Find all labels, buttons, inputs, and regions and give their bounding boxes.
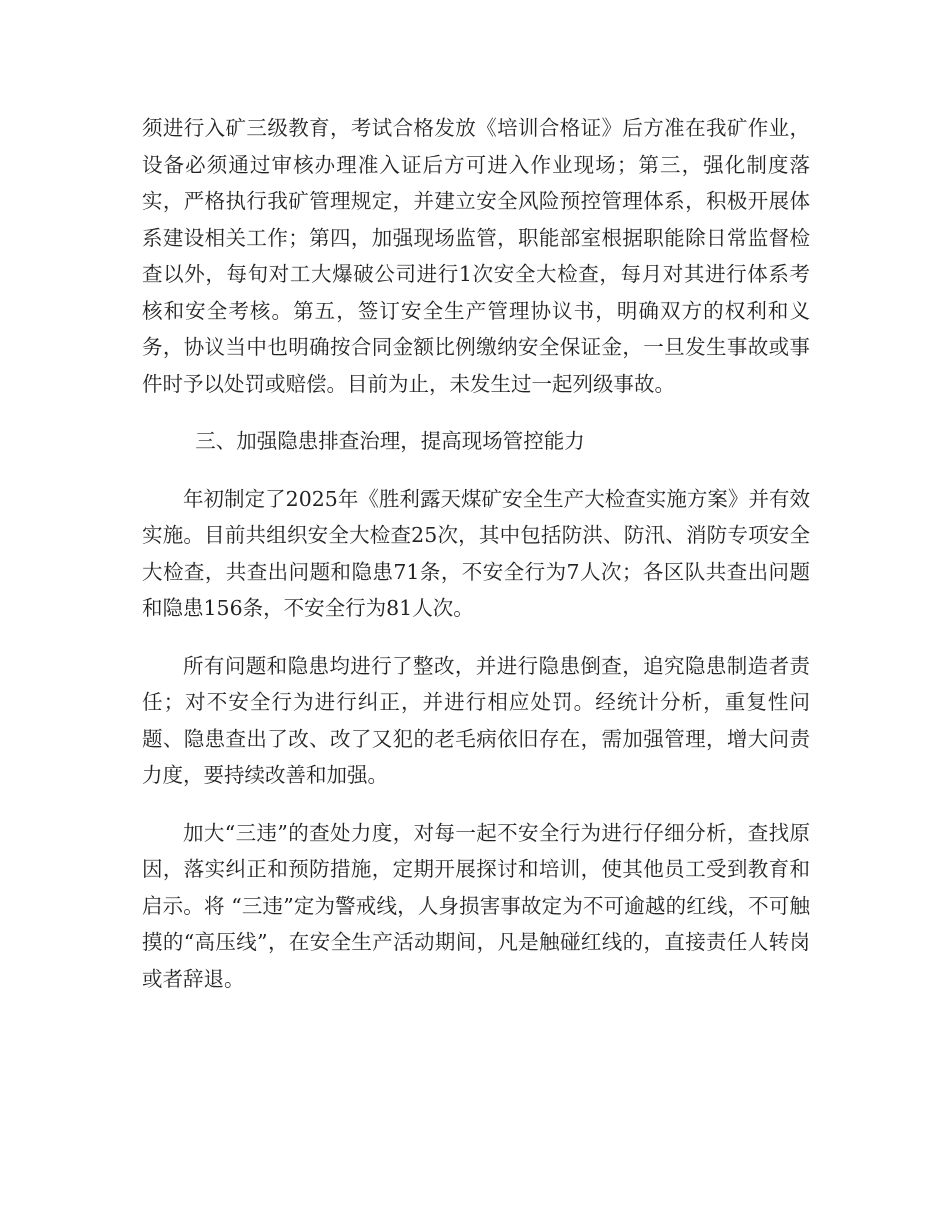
- paragraph-three-violations: 加大“三违”的查处力度，对每一起不安全行为进行仔细分析，查找原因，落实纠正和预防措施，定期开展探讨和培训，使其他员工受到教育和启示。将 “三违”定为警戒线，人身损害事故定为不可逾越的红线，不可触摸的“高压线”，在安全生产活动期间，凡是触碰红线的，直接责任人转岗或者辞退。: [142, 820, 810, 991]
- document-body: [142, 110, 810, 1018]
- paragraph-inspection-plan: 年初制定了2025年《胜利露天煤矿安全生产大检查实施方案》并有效实施。目前共组织安全大检查25次，其中包括防洪、防汛、消防专项安全大检查，共查出问题和隐患71条，不安全行为7人次；各区队共查出问题和隐患156条，不安全行为81人次。: [142, 486, 810, 620]
- section-heading-hazard-inspection: 三、加强隐患排查治理，提高现场管控能力: [195, 429, 585, 453]
- paragraph-rectification: 所有问题和隐患均进行了整改，并进行隐患倒查，追究隐患制造者责任；对不安全行为进行纠正，并进行相应处罚。经统计分析，重复性问题、隐患查出了改、改了又犯的老毛病依旧存在，需加强管理，增大问责力度，要持续改善和加强。: [142, 653, 810, 787]
- paragraph-contractor-management: 须进行入矿三级教育，考试合格发放《培训合格证》后方准在我矿作业，设备必须通过审核办理准入证后方可进入作业现场；第三，强化制度落实，严格执行我矿管理规定，并建立安全风险预控管理体系，积极开展体系建设相关工作；第四，加强现场监管，职能部室根据职能除日常监督检查以外，每旬对工大爆破公司进行1次安全大检查，每月对其进行体系考核和安全考核。第五，签订安全生产管理协议书，明确双方的权利和义务，协议当中也明确按合同金额比例缴纳安全保证金，一旦发生事故或事件时予以处罚或赔偿。目前为止，未发生过一起列级事故。: [142, 116, 810, 396]
